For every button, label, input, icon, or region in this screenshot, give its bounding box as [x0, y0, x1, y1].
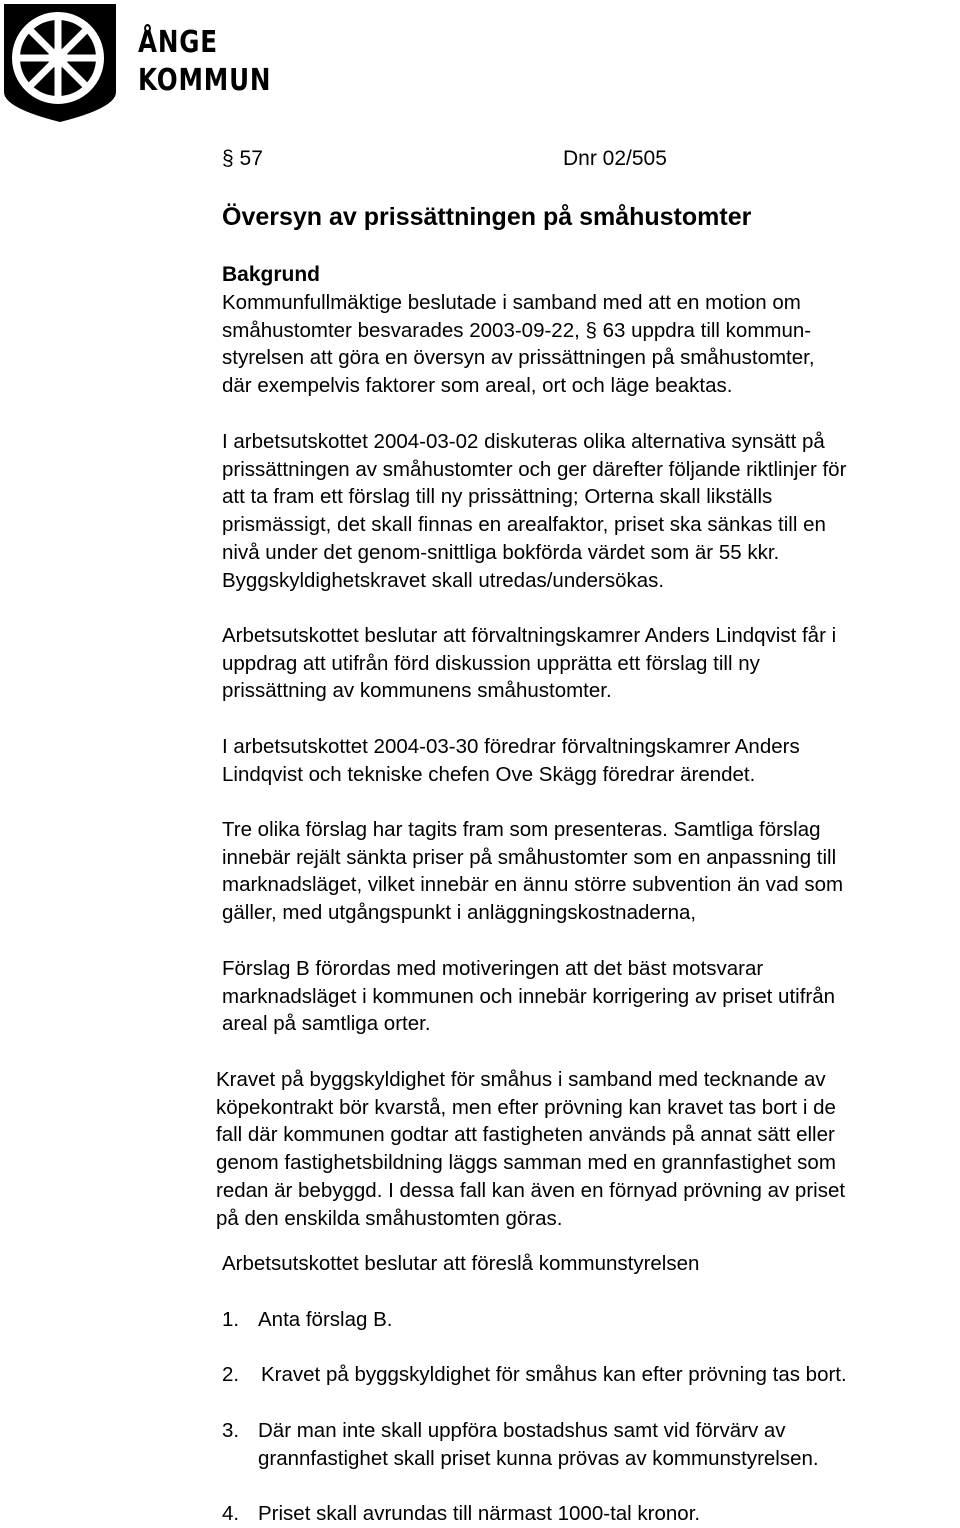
paragraph-8	[222, 1250, 699, 1278]
background-heading: Bakgrund	[222, 263, 321, 286]
paragraph-line: I arbetsutskottet 2004-03-02 diskuteras olika alternativa synsätt på	[222, 430, 825, 453]
paragraph-line: gäller, med utgångspunkt i anläggningskostnaderna,	[222, 901, 697, 925]
paragraph-line: prissättning av kommunens småhustomter.	[222, 679, 612, 703]
paragraph-line: uppdrag att utifrån förd diskussion upprätta ett förslag till ny	[222, 651, 760, 675]
paragraph-line: småhustomter besvarades 2003-09-22, § 63 uppdra till kommun-	[222, 318, 812, 342]
paragraph-line: genom fastighetsbildning läggs samman med en grannfastighet som	[216, 1151, 836, 1175]
paragraph-line: Lindqvist och tekniske chefen Ove Skägg föredrar ärendet.	[222, 762, 756, 786]
paragraph-line: I arbetsutskottet 2004-03-30 föredrar förvaltningskamrer Anders	[222, 735, 800, 758]
paragraph-line: prissättningen av småhustomter och ger därefter följande riktlinjer för	[222, 457, 847, 481]
municipality-logo-shield-icon	[0, 0, 120, 124]
decision-line: Där man inte skall uppföra bostadshus samt vid förvärv av	[258, 1419, 786, 1442]
decision-line: Anta förslag B.	[258, 1308, 393, 1331]
paragraph-line: att ta fram ett förslag till ny prissättning; Orterna skall likställs	[222, 485, 773, 509]
municipality-logo-text	[138, 24, 271, 100]
paragraph-reference: § 57	[222, 147, 263, 170]
paragraph-line: Förslag B förordas med motiveringen att det bäst motsvarar	[222, 957, 764, 980]
logo-line-2: KOMMUN	[138, 63, 272, 98]
decision-text	[258, 1306, 392, 1334]
paragraph-line: Arbetsutskottet beslutar att förvaltningskamrer Anders Lindqvist får i	[222, 624, 837, 647]
paragraph-4	[222, 733, 800, 788]
paragraph-3	[222, 622, 836, 705]
paragraph-line: Kravet på byggskyldighet för småhus i samband med tecknande av	[216, 1068, 826, 1091]
paragraph-6	[222, 955, 835, 1038]
decision-number: 3.	[222, 1419, 240, 1442]
page-title: Översyn av prissättningen på småhustomter	[222, 203, 752, 231]
paragraph-line: Kommunfullmäktige beslutade i samband med att en motion om	[222, 291, 801, 314]
decision-line: Priset skall avrundas till närmast 1000-tal kronor.	[258, 1502, 701, 1525]
decision-line: Kravet på byggskyldighet för småhus kan efter prövning tas bort.	[261, 1363, 847, 1386]
decision-number: 1.	[222, 1308, 240, 1331]
paragraph-line: Tre olika förslag har tagits fram som presenteras. Samtliga förslag	[222, 818, 821, 841]
decision-number: 4.	[222, 1502, 240, 1525]
logo-line-1: ÅNGE	[138, 25, 218, 60]
decision-text	[261, 1361, 847, 1389]
paragraph-2	[222, 428, 846, 594]
paragraph-line: redan är bebyggd. I dessa fall kan även en förnyad prövning av priset	[216, 1178, 846, 1202]
paragraph-line: marknadsläget i kommunen och innebär korrigering av priset utifrån	[222, 984, 836, 1008]
paragraph-line: innebär rejält sänkta priser på småhustomter som en anpassning till	[222, 845, 837, 869]
paragraph-line: på den enskilda småhustomten göras.	[216, 1206, 563, 1230]
paragraph-line: areal på samtliga orter.	[222, 1012, 431, 1036]
paragraph-line: nivå under det genom-snittliga bokförda värdet som är 55 kkr.	[222, 540, 780, 564]
decision-line: grannfastighet skall priset kunna prövas av kommunstyrelsen.	[258, 1446, 819, 1470]
paragraph-line: fall där kommunen godtar att fastigheten används på annat sätt eller	[216, 1123, 835, 1147]
diary-number: Dnr 02/505	[563, 147, 667, 170]
decision-text	[258, 1417, 819, 1472]
paragraph-line: styrelsen att göra en översyn av prissättningen på småhustomter,	[222, 346, 815, 370]
paragraph-7	[216, 1066, 845, 1232]
paragraph-line: köpekontrakt bör kvarstå, men efter prövning kan kravet tas bort i de	[216, 1095, 836, 1119]
paragraph-1	[222, 289, 815, 400]
paragraph-line: prismässigt, det skall finnas en arealfaktor, priset ska sänkas till en	[222, 513, 826, 537]
decision-text	[258, 1500, 700, 1528]
decision-number: 2.	[222, 1363, 240, 1386]
paragraph-5	[222, 816, 843, 927]
paragraph-line: Arbetsutskottet beslutar att föreslå kommunstyrelsen	[222, 1252, 700, 1275]
paragraph-line: där exempelvis faktorer som areal, ort och läge beaktas.	[222, 374, 733, 398]
paragraph-line: Byggskyldighetskravet skall utredas/undersökas.	[222, 568, 665, 592]
paragraph-line: marknadsläget, vilket innebär en ännu större subvention än vad som	[222, 873, 844, 897]
